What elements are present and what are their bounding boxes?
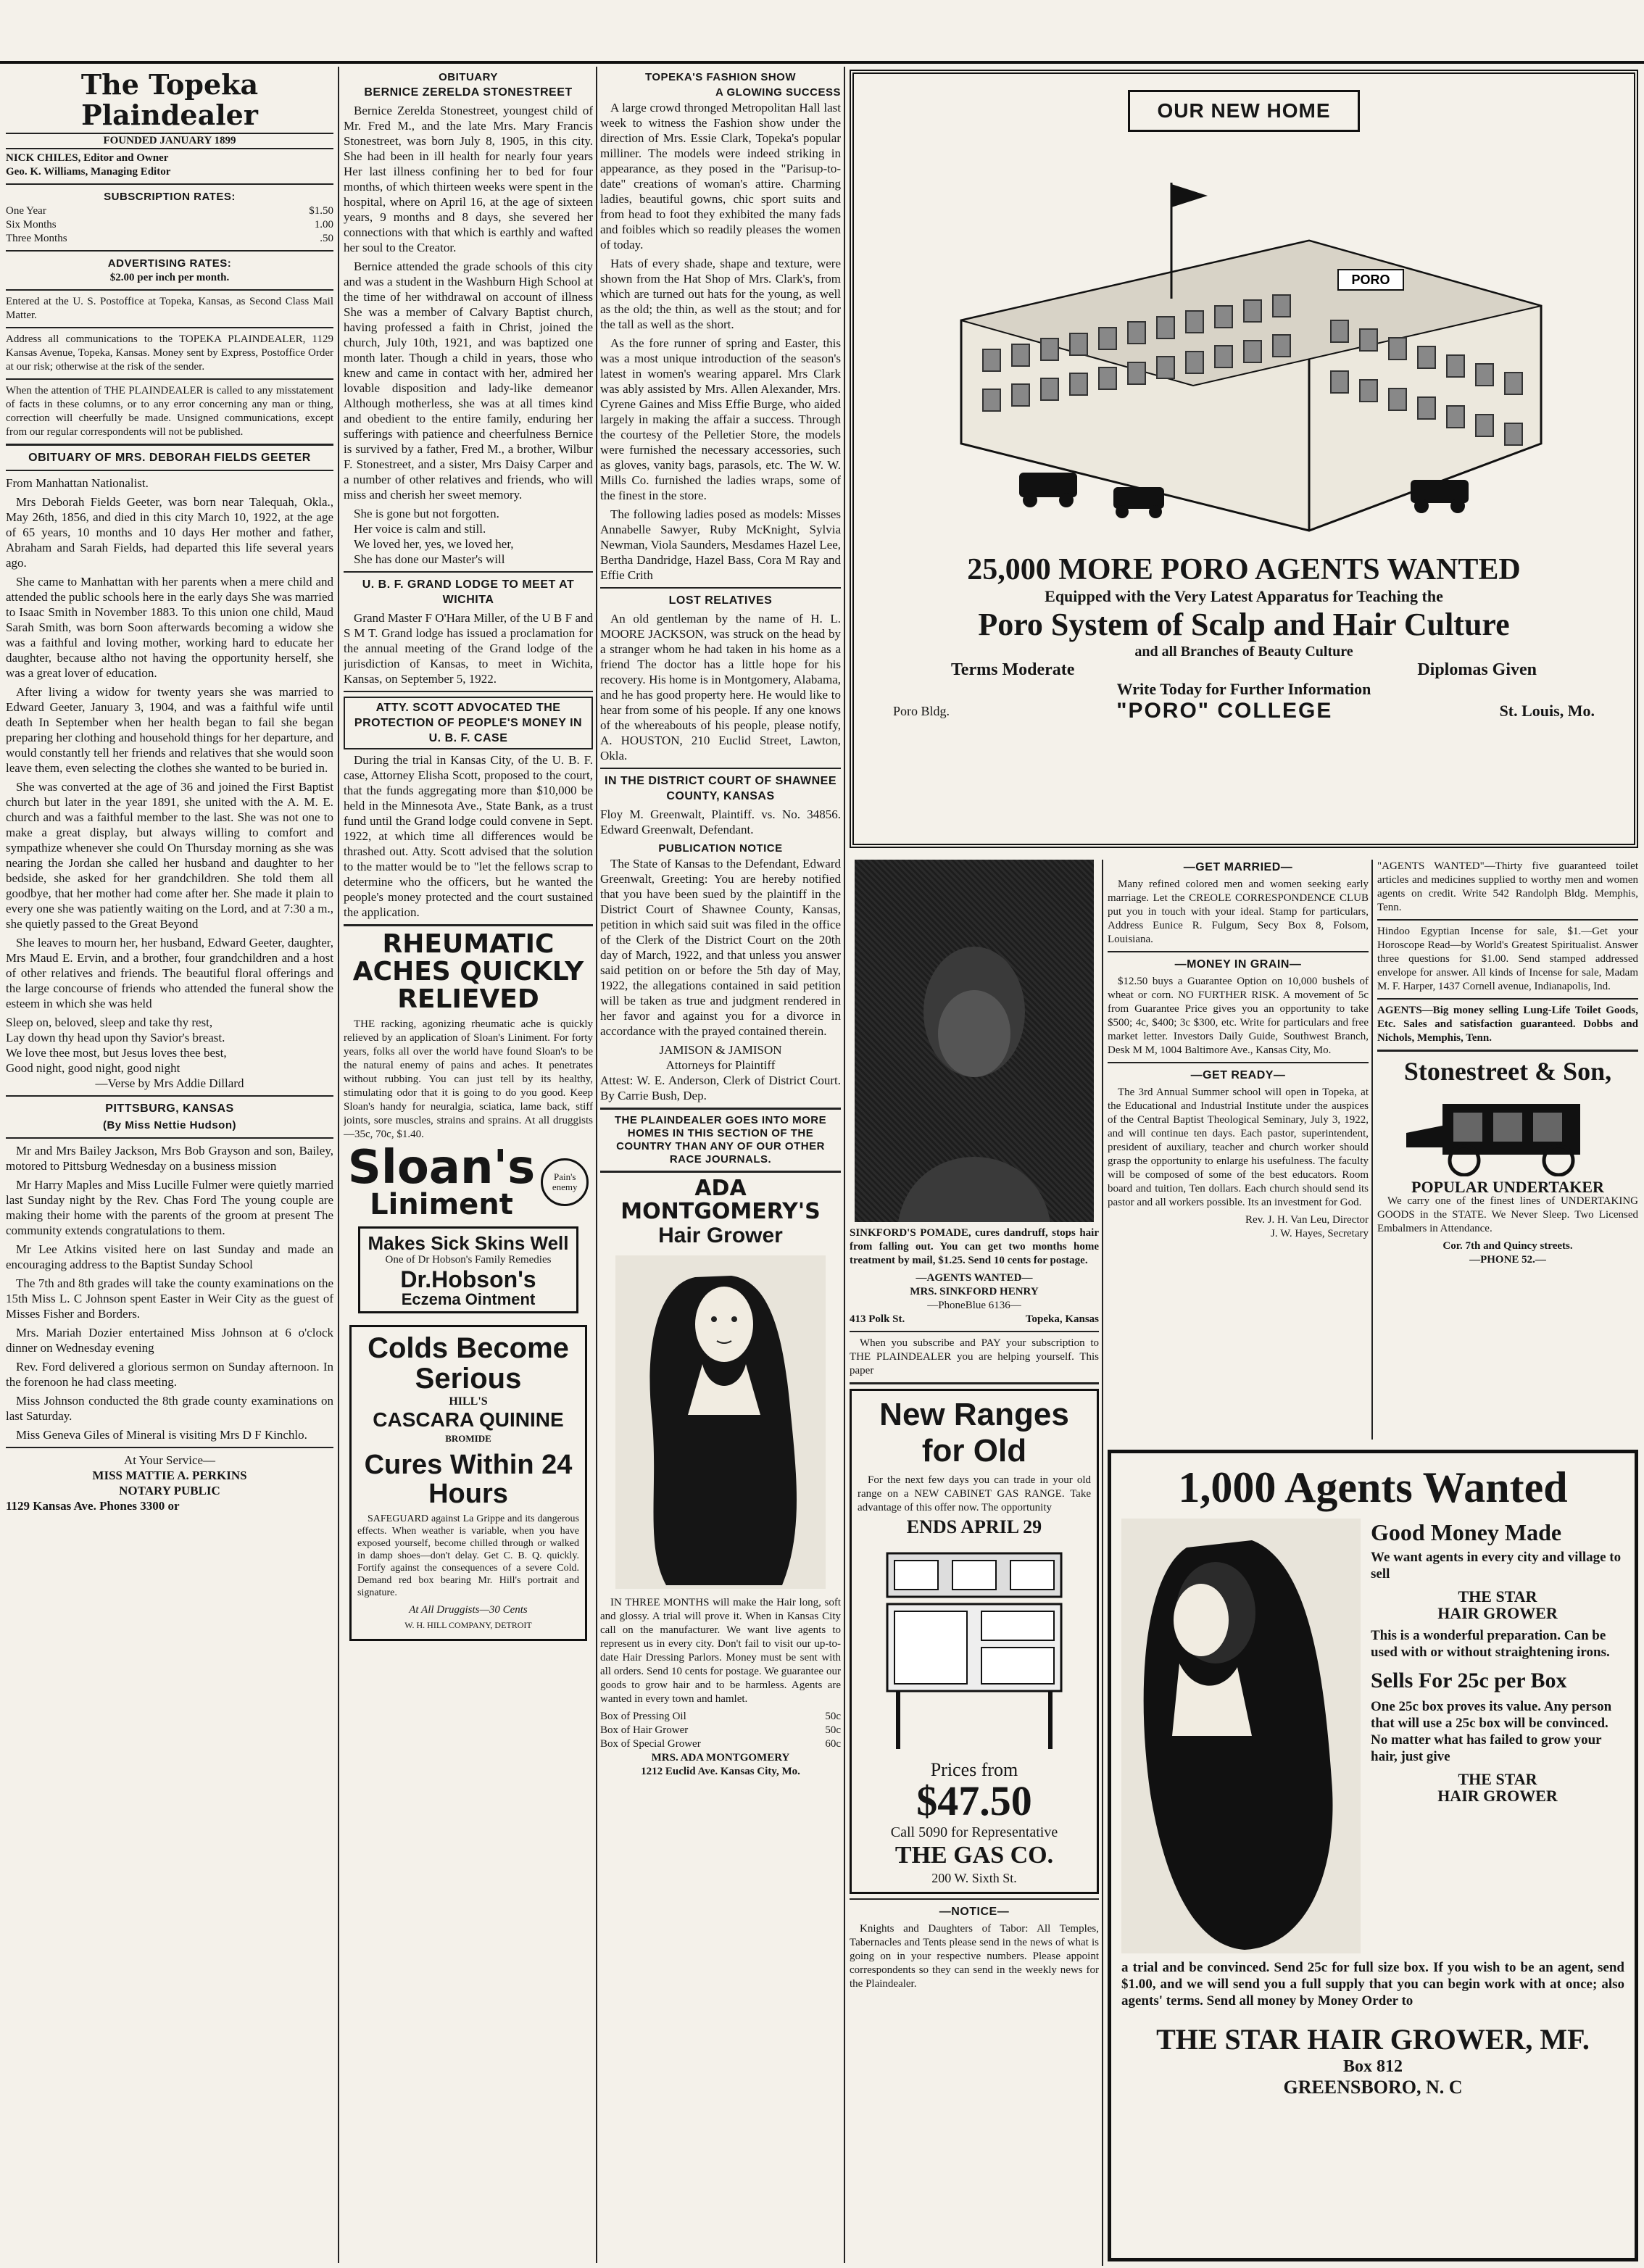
- poro-system: Poro System of Scalp and Hair Culture: [978, 607, 1510, 642]
- fashion-headline: TOPEKA'S FASHION SHOW: [645, 71, 796, 83]
- star-headline: 1,000 Agents Wanted: [1178, 1463, 1568, 1511]
- court-signature-title: Attorneys for Plaintiff: [665, 1058, 776, 1072]
- column-5: [1108, 860, 1369, 1440]
- poro-write: Write Today for Further Information: [1116, 680, 1371, 698]
- colds-copy: SAFEGUARD against La Grippe and its dangerous effects. When weather is variable, when you have exposed yourself, become chilled through or walked in damp shoes—don't delay. Get C. B. Q. quickly. Fortify against the consequences of a severe Cold. Demand red box bearing Mr. Hill's portrait and signature.: [357, 1513, 579, 1598]
- rate-term: Three Months: [6, 233, 67, 244]
- star-body: [1121, 1519, 1624, 1953]
- sinkford-street: 413 Polk St.: [850, 1313, 905, 1325]
- column-2: [344, 70, 593, 2266]
- court-text: The State of Kansas to the Defendant, Edward Greenwalt, Greeting: You are hereby notified that you have been sued by the plaintiff in the District Court of Shawnee County, Kansas, petition in which said suit was filed in the office of the Clerk of the District Court on the 20th day of March, 1922, and that unless you answer said petition on or before the 5th day of May, 1922, the allegations contained in said petition will be taken as true and judgment rendered in her favor and against you for a divorce in accordance with the prayed contained therein.: [600, 857, 841, 1038]
- ada-name: MRS. ADA MONTGOMERY: [651, 1752, 790, 1764]
- managing-editor-line: Geo. K. Williams, Managing Editor: [6, 166, 171, 178]
- divider: [850, 1382, 1099, 1384]
- get-ready-signature: J. W. Hayes, Secretary: [1271, 1228, 1369, 1239]
- verse-credit: —Verse by Mrs Addie Dillard: [95, 1076, 244, 1090]
- divider: [600, 587, 841, 589]
- sinkford-name: MRS. SINKFORD HENRY: [910, 1286, 1039, 1297]
- star-trial: a trial and be convinced. Send 25c for full size box. If you wish to be an agent, send $1.00, and we will send you a full supply that you can begin work with at once; also agents' terms. Send all money by Money Order to: [1121, 1960, 1624, 2009]
- portrait-icon: [855, 860, 1094, 1222]
- verse-line: She has done our Master's will: [354, 552, 505, 566]
- pittsburg-byline: (By Miss Nettie Hudson): [102, 1119, 236, 1131]
- hearse-illustration: [1377, 1089, 1638, 1176]
- article-paragraph: As the fore runner of spring and Easter, this was a most unique introduction of the season's latest in women's wearing apparel. Mrs Clark was ably assisted by Mrs. Allen Alexander, Mrs. Cyrene Gaines and Miss Effie Burge, who aided largely in making the affair a success. Through the courtesy of the Pelletier Store, the models were furnished the necessary accessories, such as gloves, vanity bags, parasols, etc. The W. W. Mills Co. furnished the ladies wraps, some of the finest in the store.: [600, 336, 841, 502]
- stonestreet-phone: —PHONE 52.—: [1469, 1254, 1546, 1266]
- sinkford-copy: SINKFORD'S POMADE, cures dandruff, stops hair from falling out. You can get two months home treatment by mail, $1.25. Send 10 cents for postage.: [850, 1227, 1099, 1266]
- subscribe-promo: When you subscribe and PAY your subscription to THE PLAINDEALER you are helping yourself. This paper: [850, 1337, 1099, 1376]
- star-copy: [1371, 1519, 1624, 1953]
- gas-range-ad: [850, 1389, 1099, 1894]
- rate-row: [6, 204, 333, 218]
- article-paragraph: Mr and Mrs Bailey Jackson, Mrs Bob Grayson and son, Bailey, motored to Pittsburg Wednesday on a business mission: [6, 1144, 333, 1173]
- star-company: THE STAR HAIR GROWER, MF.: [1156, 2023, 1590, 2056]
- stonestreet-obituary-headline: BERNICE ZERELDA STONESTREET: [364, 86, 573, 99]
- column-rule: [338, 67, 339, 2263]
- divider: [850, 1898, 1099, 1900]
- stonestreet-address: Cor. 7th and Quincy streets.: [1442, 1240, 1573, 1252]
- divider: [344, 924, 593, 926]
- ada-headline: ADA MONTGOMERY'S: [620, 1176, 821, 1224]
- article-paragraph: Rev. Ford delivered a glorious sermon on Sunday afternoon. In the forenoon he had class meeting.: [6, 1360, 333, 1389]
- get-ready-signature: Rev. J. H. Van Leu, Director: [1245, 1214, 1369, 1226]
- woman-long-hair-illustration: [1121, 1519, 1361, 1953]
- get-ready-copy: The 3rd Annual Summer school will open in Topeka, at the Educational and Industrial Institute under the auspices of the Central Baptist Theological Seminary, July 3, 1922, and will continue ten days. Each pastor, superintendent, president of auxiliary, teacher and church worker should grasp the opportunity to enlarge his usefulness. The faculty will be composed of some of the best educators. Room board and tuition, Ten dollars. Each church should send its pastor and all workers possible. Its an investment for God.: [1108, 1087, 1369, 1208]
- long-hair-portrait: [615, 1255, 826, 1589]
- ada-price: 60c: [825, 1738, 841, 1750]
- ada-address: 1212 Euclid Ave. Kansas City, Mo.: [641, 1766, 800, 1777]
- notary-address: 1129 Kansas Ave. Phones 3300 or: [6, 1499, 180, 1513]
- star-want: We want agents in every city and village to sell: [1371, 1550, 1622, 1582]
- column-rule: [596, 67, 597, 2263]
- banner-text: OUR NEW HOME: [1157, 99, 1331, 122]
- advertising-heading: ADVERTISING RATES:: [107, 257, 232, 270]
- editor-line: NICK CHILES, Editor and Owner: [6, 152, 169, 164]
- column-1: [6, 70, 333, 2266]
- star-one25: One 25c box proves its value. Any person that will use a 25c box will be convinced. No matter what has failed to grow your hair, just give: [1371, 1699, 1612, 1764]
- poro-headline: 25,000 MORE PORO AGENTS WANTED: [967, 553, 1521, 586]
- grand-lodge-headline: U. B. F. GRAND LODGE TO MEET AT WICHITA: [362, 578, 575, 606]
- poro-terms: Terms Moderate: [951, 660, 1075, 679]
- divider: [6, 444, 333, 446]
- hobson-ad: [358, 1226, 578, 1313]
- ada-price-row: [600, 1710, 841, 1724]
- ada-item: Box of Hair Grower: [600, 1724, 689, 1736]
- our-new-home-banner: [1128, 90, 1360, 132]
- masthead: [6, 70, 333, 439]
- notary-title: NOTARY PUBLIC: [119, 1484, 220, 1498]
- rate-price: .50: [320, 233, 333, 244]
- court-parties: Floy M. Greenwalt, Plaintiff. vs. No. 34856. Edward Greenwalt, Defendant.: [600, 807, 841, 836]
- money-in-grain-copy: $12.50 buys a Guarantee Option on 10,000 bushels of wheat or corn. NO FURTHER RISK. A movement of 5c from Guarantee Price gives you an opportunity to take $500; 4c, $400; 3c $300, etc. Write for particulars and free market letter. Investors Daily Guide, Southwest Branch, Desk M M, 1004 Baltimore Ave., Kansas City, Mo.: [1108, 976, 1369, 1056]
- address-notice: Address all communications to the TOPEKA PLAINDEALER, 1129 Kansas Avenue, Topeka, Kansas. Money sent by Express, Postoffice Order at our risk; otherwise at the risk of the sender.: [6, 333, 333, 373]
- poro-copy: [864, 552, 1624, 723]
- corrections-notice: When the attention of THE PLAINDEALER is called to any misstatement of facts in these columns, or to any error concerning any man or thing, correction will cheerfully be made. Unsigned communications, except from our regular correspondents will not be published.: [6, 385, 333, 438]
- star-portrait: [1121, 1519, 1361, 1953]
- column-6: [1377, 860, 1638, 1440]
- stonestreet-title: POPULAR UNDERTAKER: [1411, 1178, 1604, 1196]
- fashion-subheadline: A GLOWING SUCCESS: [715, 86, 841, 99]
- article-paragraph: Grand Master F O'Hara Miller, of the U B F and S M T. Grand lodge has issued a proclamation for the annual meeting of the Grand lodge of the jurisdiction of Kansas, to meet in Wichita, Kansas, on September 5, 1922.: [344, 611, 593, 686]
- verse-line: Sleep on, beloved, sleep and take thy rest,: [6, 1015, 213, 1029]
- court-signature: JAMISON & JAMISON: [659, 1043, 782, 1057]
- article-paragraph: During the trial in Kansas City, of the U. B. F. case, Attorney Elisha Scott, proposed to the court, that the funds aggregating more than $10,000 be held in the Minnesota Ave., State Bank, as a trust fund until the Grand lodge could convene in Sept. 1922, at which time all differences would be thrashed out. Atty. Scott advised that the solution to the matter would be to "let the fellows scrap to determine who the officers, but he wanted the people's money protected and the court sustained the application.: [344, 753, 593, 919]
- article-paragraph: She leaves to mourn her, her husband, Edward Geeter, daughter, Mrs Maud E. Ervin, and a brother, four grandchildren and a host of other relatives and friends. The beautiful floral offerings and the large concourse of friends who attended the funeral show the esteem in which she was held: [6, 936, 333, 1010]
- hearse-icon: [1399, 1089, 1616, 1176]
- money-in-grain-headline: —MONEY IN GRAIN—: [1174, 958, 1302, 971]
- article-paragraph: Bernice Zerelda Stonestreet, youngest child of Mr. Fred M., and the late Mrs. Mary Francis Stonestreet, was born July 8, 1905, in this city. She had been in ill health for nearly four years Her last illness confining her to bed for four months, of which thirteen weeks were spent in the hospital, where on April 16, at the age of sixteen years, 9 months and 8 days, she severed her connections with that which is earthly and wafted her soul to the Creator.: [344, 104, 593, 254]
- article-paragraph: The 7th and 8th grades will take the county examinations on the 15th Miss L. C Johnson spent Easter in Weir City as the guest of Misses Fisher and Borders.: [6, 1276, 333, 1321]
- divider: [6, 250, 333, 252]
- divider: [1377, 998, 1638, 1000]
- divider: [6, 289, 333, 291]
- stonestreet-ad: [1377, 1056, 1638, 1267]
- stonestreet-headline: Stonestreet & Son,: [1403, 1057, 1612, 1086]
- get-married-copy: Many refined colored men and women seeking early marriage. Let the CREOLE CORRESPONDENCE CLUB put you in touch with your ideal. Stamp for particulars, Address Eunice R. Fulgum, Secy Box 8, Folsom, Louisiana.: [1108, 878, 1369, 945]
- divider: [6, 470, 333, 471]
- rate-term: One Year: [6, 205, 46, 217]
- article-paragraph: Hats of every shade, shape and texture, were shown from the Hat Shop of Mrs. Clark's, from which are turned out hats for the young, as well as the old; the thin, as well as the stout; and for the tall as well as the short.: [600, 257, 841, 331]
- poro-college-ad: [850, 70, 1638, 848]
- bromide-label: BROMIDE: [445, 1433, 491, 1444]
- sinkford-photo: [855, 860, 1094, 1222]
- agents-wanted-classified: "AGENTS WANTED"—Thirty five guaranteed toilet articles and medicines supplied to worthy men and women agents on credit. Write 542 Randolph Bldg. Memphis, Tenn.: [1377, 860, 1638, 913]
- article-paragraph: She came to Manhattan with her parents when a mere child and attended the public schools here in the early days She was married to Isaac Smith in November 1883. To this union one child, Maud Sarah Smith, was born Soon afterwards becoming a widow she was a faithful and loving mother, working hard to educate her daughter, because altho not having the opportunity herself, she was a great lover of education.: [6, 575, 333, 680]
- article-paragraph: A large crowd thronged Metropolitan Hall last week to witness the Fashion show under the direction of Mrs. Essie Clark, Topeka's popular milliner. The models were indeed striking in appearance, as they posed in the "Parisup-to-date" creations of woman's attire. Charming ladies, beautiful gowns, chic sport suits and from head to foot they exhibited the many fads and foibles which so readily pleases the women of today.: [600, 101, 841, 252]
- poro-building-illustration: [932, 139, 1556, 545]
- verse-line: Her voice is calm and still.: [354, 522, 486, 536]
- star-good-money: Good Money Made: [1371, 1519, 1562, 1545]
- publication-notice: PUBLICATION NOTICE: [658, 842, 783, 855]
- gas-range-illustration: [858, 1539, 1091, 1756]
- ada-price-row: [600, 1737, 841, 1751]
- star-box: Box 812: [1342, 2057, 1403, 2076]
- prices-from: Prices from: [930, 1759, 1018, 1780]
- column-rule: [1102, 860, 1103, 2266]
- hindoo-incense-classified: Hindoo Egyptian Incense for sale, $1.—Get your Horoscope Read—by World's Greatest Spiritualist. Answer three questions for $1.00. Send stamped addressed envelope for answer. All kinds of Incense for sale, Madam M. F. Harper, 1437 Cornell avenue, Indianapolis, Ind.: [1377, 926, 1638, 992]
- colds-headline: Colds Become Serious: [368, 1332, 569, 1395]
- hobson-product: Eczema Ointment: [401, 1290, 536, 1308]
- ada-price: 50c: [825, 1711, 841, 1722]
- column-rule: [844, 67, 845, 2263]
- lung-life-classified: AGENTS—Big money selling Lung-Life Toilet Goods, Etc. Sales and satisfaction guaranteed. Dobbs and Nichols, Memphis, Tenn.: [1377, 1005, 1638, 1044]
- ranges-copy: For the next few days you can trade in your old range on a NEW CABINET GAS RANGE. Take advantage of this offer now. The opportunity: [858, 1474, 1091, 1513]
- star-product: HAIR GROWER: [1437, 1787, 1558, 1805]
- ada-montgomery-ad: [600, 1177, 841, 1779]
- divider: [6, 1447, 333, 1448]
- colds-company: W. H. HILL COMPANY, DETROIT: [404, 1620, 532, 1630]
- gas-company-address: 200 W. Sixth St.: [931, 1871, 1017, 1885]
- ranges-ends: ENDS APRIL 29: [906, 1516, 1042, 1537]
- verse-line: Lay down thy head upon thy Savior's breast.: [6, 1031, 225, 1044]
- star-wonderful: This is a wonderful preparation. Can be used with or without straightening irons.: [1371, 1628, 1610, 1660]
- verse-line: We love thee most, but Jesus loves thee best,: [6, 1046, 227, 1060]
- article-paragraph: The following ladies posed as models: Misses Annabelle Sawyer, Ruby McKnight, Sylvia Newman, Viola Saunders, Mesdames Hazel Lee, Bertha Dandridge, Hazel Bass, Cora M Ray and Effie Crith: [600, 507, 841, 582]
- ranges-call: Call 5090 for Representative: [890, 1824, 1058, 1840]
- rate-row: [6, 232, 333, 246]
- article-paragraph: After living a widow for twenty years she was married to Edward Geeter, January 3, 1904, and was a faithful wife until death In September when her health began to fail she began preparing her clothing and household things for her departure, and would constantly tell her friends and relatives that she would soon leave them, even selecting the clothes she wanted to be buried in.: [6, 685, 333, 775]
- verse-line: We loved her, yes, we loved her,: [354, 537, 514, 551]
- poro-city: St. Louis, Mo.: [1499, 702, 1595, 720]
- plaindealer-promo: THE PLAINDEALER GOES INTO MORE HOMES IN THIS SECTION OF THE COUNTRY THAN ANY OF OUR OTHER RACE JOURNALS.: [614, 1114, 827, 1166]
- divider: [600, 1171, 841, 1173]
- star-hair-grower-ad: [1108, 1450, 1638, 2261]
- sinkford-city: Topeka, Kansas: [1025, 1313, 1099, 1325]
- lost-relatives-headline: LOST RELATIVES: [668, 594, 773, 607]
- divider: [1377, 1050, 1638, 1052]
- rate-term: Six Months: [6, 219, 57, 230]
- article-paragraph: Miss Johnson conducted the 8th grade county examinations on last Saturday.: [6, 1394, 333, 1423]
- geeter-obituary-headline: OBITUARY OF MRS. DEBORAH FIELDS GEETER: [28, 452, 311, 464]
- court-attest: Attest: W. E. Anderson, Clerk of District Court. By Carrie Bush, Dep.: [600, 1073, 841, 1102]
- star-sells: Sells For 25c per Box: [1371, 1669, 1567, 1692]
- rate-row: [6, 218, 333, 232]
- article-paragraph: Mr Harry Maples and Miss Lucille Fulmer were quietly married last Sunday night by the Rev. Chas Ford The young couple are making their home with the parents of the groom at present The community extends congratulations to them.: [6, 1178, 333, 1237]
- column-3: [600, 70, 841, 2266]
- hobson-name: Dr.Hobson's: [400, 1266, 536, 1292]
- notice-copy: Knights and Daughters of Tabor: All Temples, Tabernacles and Tents please send in the news of what is going on in your respective numbers. Please appoint correspondents so they can send in the weekly news for the Plaindealer.: [850, 1923, 1099, 1990]
- sloans-wordmark: [347, 1141, 536, 1221]
- ada-item: Box of Special Grower: [600, 1738, 701, 1750]
- colds-druggists: At All Druggists—30 Cents: [409, 1604, 528, 1616]
- range-price: $47.50: [916, 1777, 1032, 1824]
- verse-line: Good night, good night, good night: [6, 1061, 180, 1075]
- ada-copy: IN THREE MONTHS will make the Hair long, soft and glossy. A trial will prove it. When in Kansas City call on the manufacturer. We want live agents to represent us in every city. Don't fail to visit our up-to-date Hair Dressing Parlors. Money must be sent with all orders. Send 10 cents for postage. We guarantee our goods to grow hair and to be harmless. Agents are wanted in every town and hamlet.: [600, 1597, 841, 1705]
- ada-subheadline: Hair Grower: [658, 1224, 783, 1247]
- rheumatic-headline: RHEUMATIC ACHES QUICKLY RELIEVED: [352, 929, 584, 1014]
- hobson-headline: Makes Sick Skins Well: [368, 1232, 569, 1254]
- rate-price: $1.50: [309, 205, 333, 217]
- verse-line: She is gone but not forgotten.: [354, 507, 499, 520]
- article-paragraph: Mrs Deborah Fields Geeter, was born near Talequah, Okla., May 26th, 1856, and died in this city March 10, 1922, at the age of 65 years, 10 months and 10 days Her mother and father, Abraham and Sarah Fields, had departed this life several years ago.: [6, 495, 333, 570]
- column-4: [850, 860, 1099, 2266]
- notary-line: At Your Service—: [123, 1453, 216, 1467]
- scott-headline: ATTY. SCOTT ADVOCATED THE PROTECTION OF PEOPLE'S MONEY IN U. B. F. CASE: [344, 697, 593, 749]
- sinkford-address: [850, 1313, 1099, 1326]
- notary-name: MISS MATTIE A. PERKINS: [92, 1469, 247, 1482]
- divider: [1377, 919, 1638, 921]
- article-paragraph: An old gentleman by the name of H. L. MOORE JACKSON, was struck on the head by a stranger whom he had taken in his home as a friend The doctor has a little hope for his recovery. His home is in Montgomery, Alabama, and he has good property here. He would like to hear from some of his people. If any one knows of the whereabouts of his people, please notify, A. HOUSTON, 210 Euclid Street, Lawton, Okla.: [600, 612, 841, 763]
- sloans-liniment: Liniment: [370, 1188, 513, 1221]
- masthead-title: The Topeka Plaindealer: [80, 70, 259, 131]
- article-paragraph: Bernice attended the grade schools of this city and was a student in the Washburn High School at the time of her withdrawal on account of illness She was a member of Calvary Baptist church, having professed a faith in Christ, joined the church, July 10th, 1921, and was baptized one month later. Though a child in years, those who knew and came in contact with her, admired her lovable disposition and lady-like demeanor Although motherless, she was at all times kind and obedient to the entire family, enduring her sufferings with patience and cheerfulness Bernice is survived by a father, Fred M., a brother, Wilbur F. Stonestreet, and a sister, Mrs Daisy Carper and a number of other relatives and friends, who will miss and cherish her sweet memory.: [344, 259, 593, 502]
- divider: [6, 327, 333, 328]
- divider: [600, 768, 841, 769]
- divider: [344, 691, 593, 692]
- poro-equipped: Equipped with the Very Latest Apparatus for Teaching the: [1045, 587, 1443, 605]
- hills-cascara-ad: [349, 1325, 587, 1641]
- poro-branches: and all Branches of Beauty Culture: [1134, 644, 1353, 660]
- stove-icon: [873, 1539, 1076, 1756]
- obituary-kicker: OBITUARY: [439, 71, 498, 83]
- article-paragraph: She was converted at the age of 36 and joined the First Baptist church but later in the year 1891, she united with the A. M. E. church and was a faithful member to the last. She was not one to make a great display, but always willing to comfort and sympathize whenever she could On Thursday morning as she was nearing the Jordan she called her husband and daughter to her bedside, she asked for her grandchildren. She told them all goodbye, that her mother had come after her. She made it plain to every one she was patiently waiting on the Lord, and at 7:30 a m., she quietly passed to the Great Beyond: [6, 780, 333, 931]
- top-rule: [0, 61, 1644, 64]
- sloans-logo: [344, 1141, 593, 1221]
- divider: [6, 378, 333, 380]
- ranges-headline: New Ranges for Old: [879, 1397, 1069, 1469]
- sloans-copy: THE racking, agonizing rheumatic ache is quickly relieved by an application of Sloan's Liniment. For forty years, folks all over the world have found Sloan's to be the natural enemy of pains and aches. It penetrates without rubbing. You can just tell by its healthy, stimulating odor that it is going to do you good. Keep Sloan's handy for neuralgia, sciatica, lame back, stiff joints, sore muscles, strains and sprains. At all druggists—35c, 70c, $1.40.: [344, 1018, 593, 1140]
- divider: [1108, 951, 1369, 952]
- gas-company: THE GAS CO.: [894, 1842, 1054, 1869]
- poro-diplomas: Diplomas Given: [1417, 660, 1537, 679]
- divider: [1108, 1062, 1369, 1063]
- sinkford-agents: —AGENTS WANTED—: [916, 1272, 1033, 1284]
- advertising-rate: $2.00 per inch per month.: [109, 272, 230, 283]
- sloans-liniment-ad: [344, 931, 593, 1219]
- divider: [600, 1108, 841, 1110]
- poro-college-name: "PORO" COLLEGE: [1116, 699, 1333, 723]
- cascara-quinine: CASCARA QUININE: [373, 1408, 564, 1431]
- divider: [6, 183, 333, 185]
- notice-headline: —NOTICE—: [939, 1906, 1010, 1918]
- pains-enemy-badge: Pain's enemy: [541, 1158, 589, 1206]
- poro-terms-row: [864, 660, 1624, 680]
- building-icon: [932, 139, 1556, 545]
- building-sign: PORO: [1351, 273, 1390, 287]
- subscription-heading: SUBSCRIPTION RATES:: [104, 191, 236, 203]
- column-rule: [1371, 860, 1373, 1440]
- entered-notice: Entered at the U. S. Postoffice at Topeka, Kansas, as Second Class Mail Matter.: [6, 296, 333, 321]
- divider: [6, 1095, 333, 1097]
- poro-college-row: [864, 699, 1624, 723]
- article-paragraph: Miss Geneva Giles of Mineral is visiting Mrs D F Kinchlo.: [16, 1428, 307, 1442]
- founded-line: FOUNDED JANUARY 1899: [6, 133, 333, 149]
- article-paragraph: Mr Lee Atkins visited here on last Sunday and made an encouraging address to the Baptist Sunday School: [6, 1242, 333, 1271]
- court-headline: IN THE DISTRICT COURT OF SHAWNEE COUNTY, KANSAS: [605, 775, 836, 802]
- star-product: HAIR GROWER: [1437, 1604, 1558, 1622]
- get-ready-headline: —GET READY—: [1190, 1069, 1286, 1081]
- poro-left-foot: Poro Bldg.: [893, 703, 950, 718]
- stonestreet-copy: We carry one of the finest lines of UNDERTAKING GOODS in the STATE. We Never Sleep. Two Licensed Embalmers in Attendance.: [1377, 1195, 1638, 1234]
- divider: [344, 571, 593, 573]
- ada-price: 50c: [825, 1724, 841, 1736]
- rate-price: 1.00: [314, 219, 333, 230]
- ada-item: Box of Pressing Oil: [600, 1711, 686, 1722]
- star-product: THE STAR: [1458, 1770, 1537, 1788]
- cures-headline: Cures Within 24 Hours: [364, 1450, 573, 1509]
- article-source: From Manhattan Nationalist.: [6, 476, 149, 490]
- divider: [6, 1137, 333, 1139]
- star-product: THE STAR: [1458, 1587, 1537, 1606]
- article-paragraph: Mrs. Mariah Dozier entertained Miss Johnson at 6 o'clock dinner on Wednesday evening: [6, 1326, 333, 1355]
- star-city: GREENSBORO, N. C: [1283, 2077, 1463, 2098]
- get-married-headline: —GET MARRIED—: [1183, 861, 1293, 873]
- sloans-name: Sloan's: [347, 1141, 536, 1195]
- hills-brand: HILL'S: [449, 1395, 488, 1408]
- sinkford-ad: [850, 860, 1099, 1332]
- sinkford-phone: —PhoneBlue 6136—: [927, 1300, 1021, 1311]
- ada-price-row: [600, 1724, 841, 1737]
- pittsburg-headline: PITTSBURG, KANSAS: [105, 1102, 234, 1115]
- hobson-subline: One of Dr Hobson's Family Remedies: [385, 1254, 552, 1266]
- woman-long-hair-illustration: [615, 1255, 826, 1589]
